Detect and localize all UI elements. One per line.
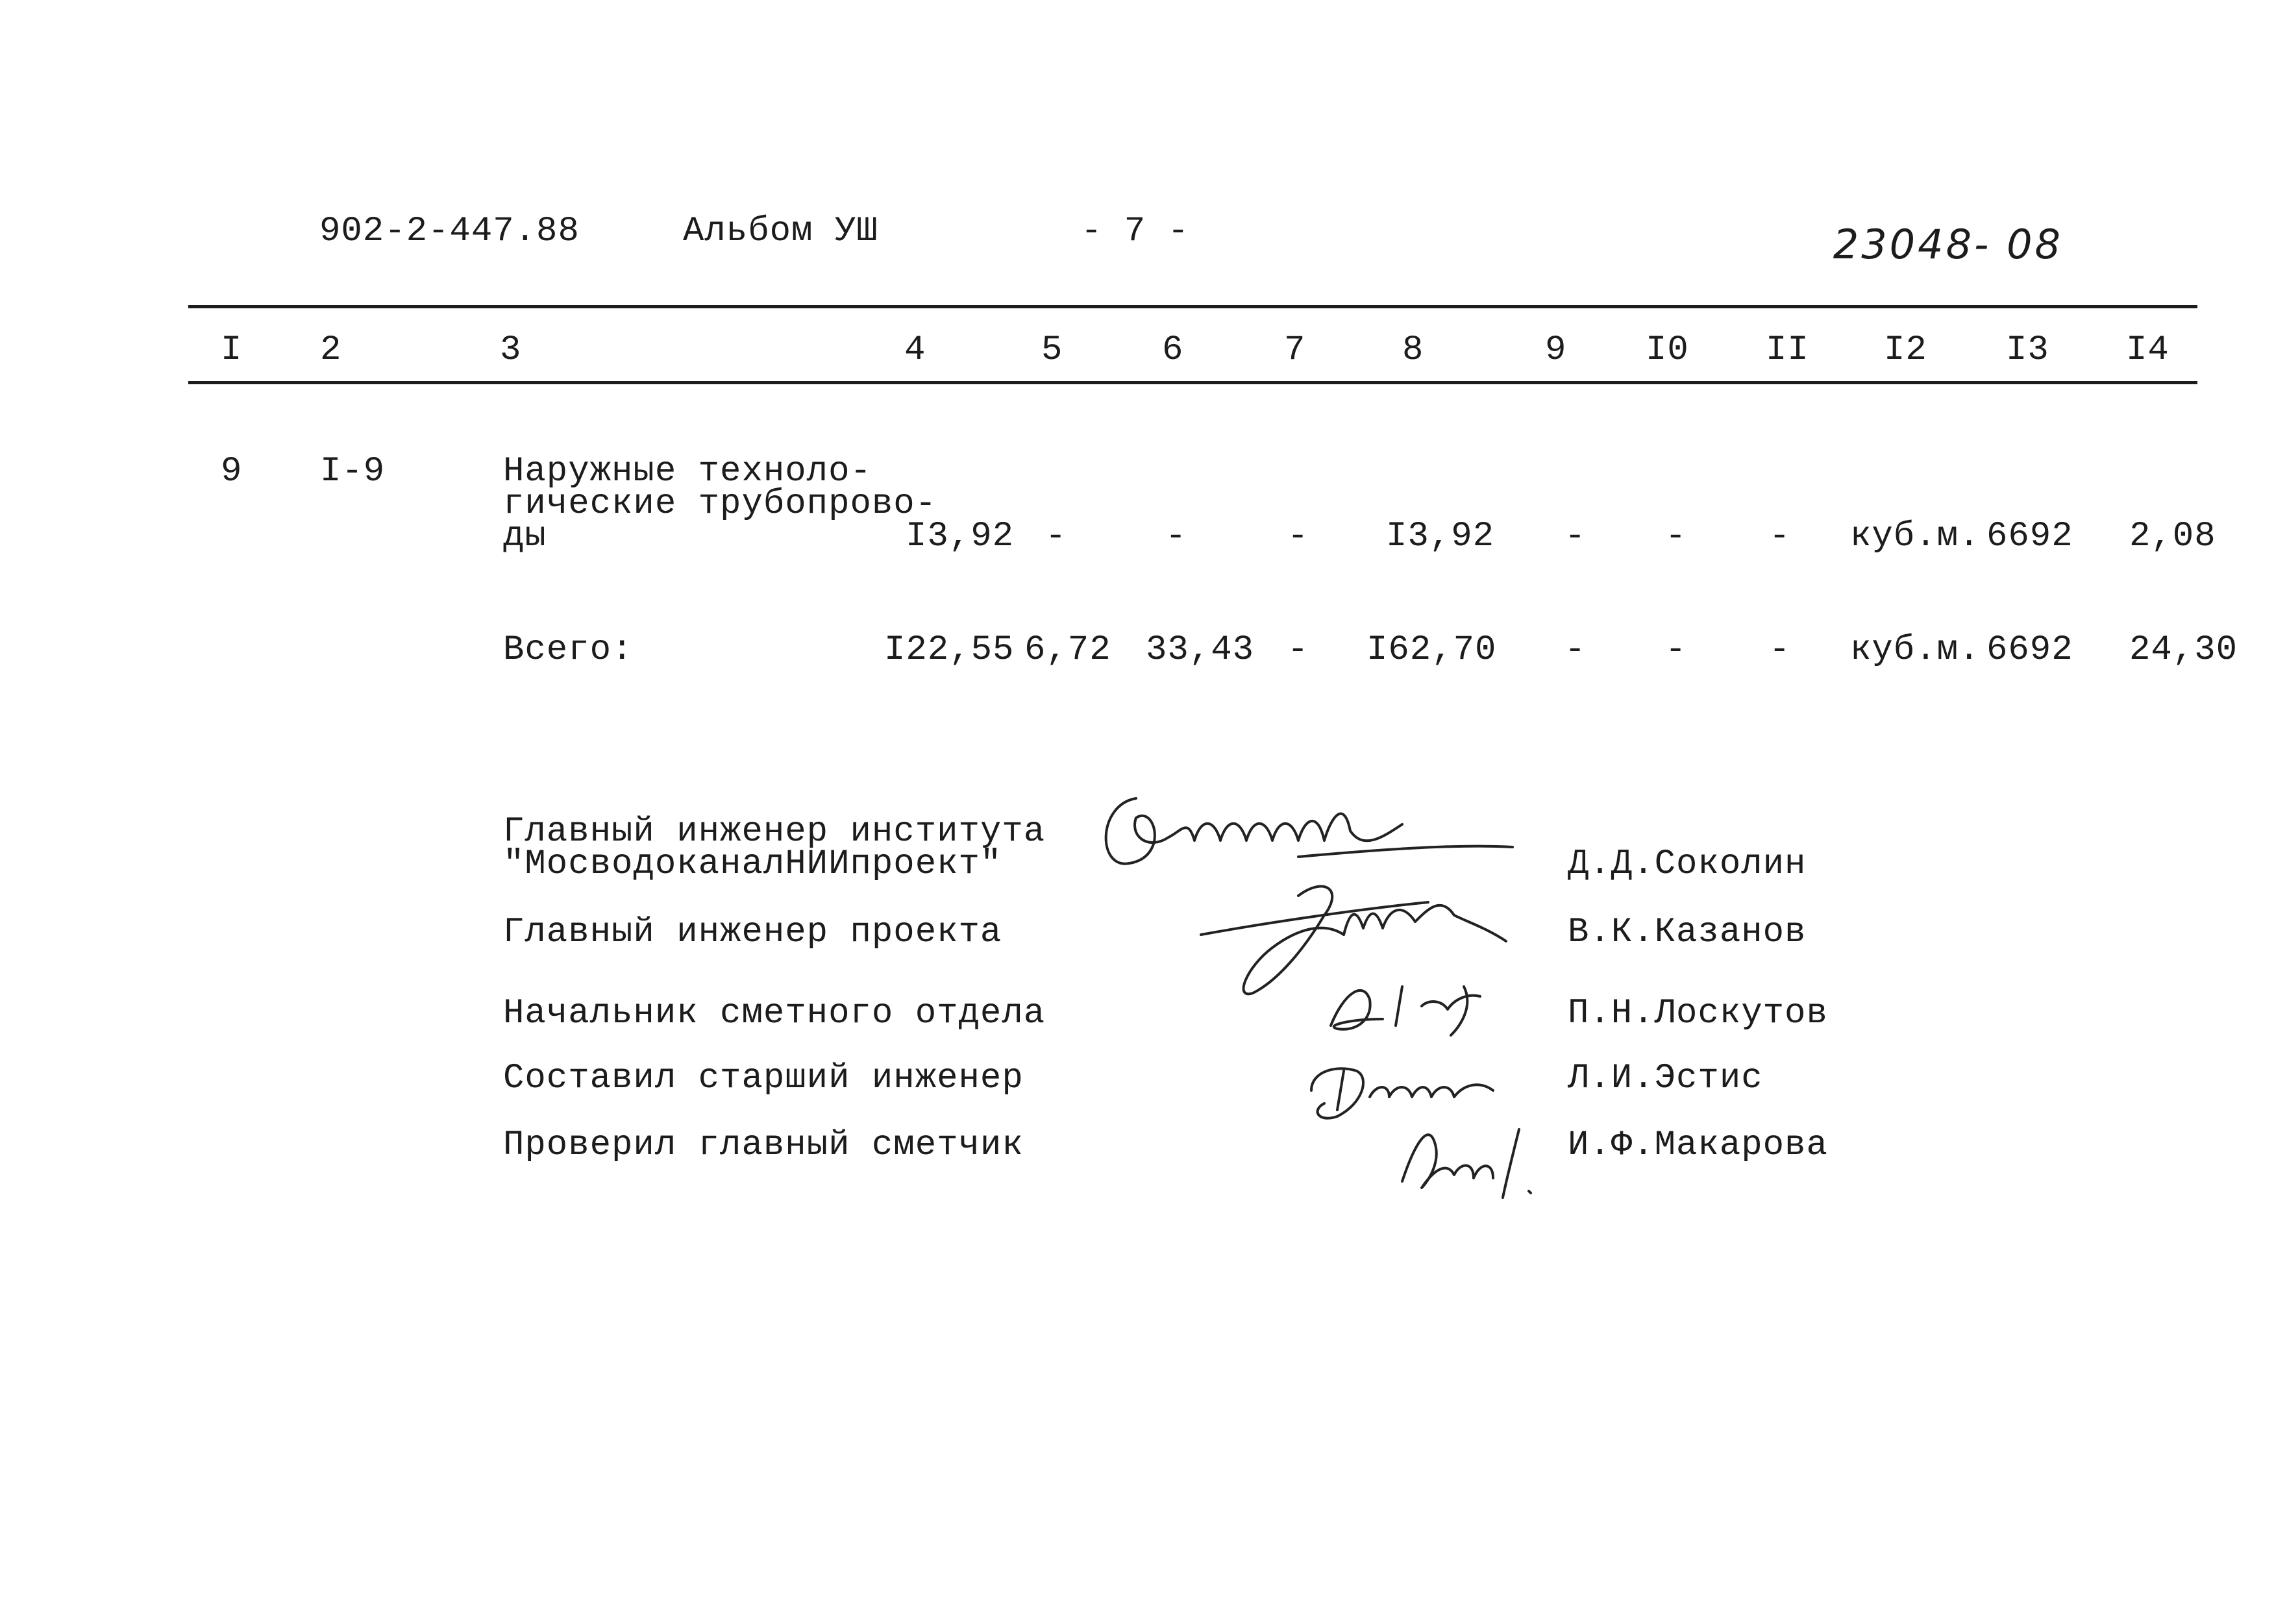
total-col12: куб.м.: [1850, 630, 1981, 670]
cell-col7: -: [1287, 517, 1309, 556]
signatory-name: В.К.Казанов: [1568, 913, 1807, 952]
signatory-title: Проверил главный сметчик: [503, 1126, 1024, 1165]
document-code: 902-2-447.88: [319, 212, 580, 251]
handwritten-inventory-number: 23048- 08: [1833, 221, 2063, 268]
album-label: Альбом УШ: [683, 212, 878, 251]
column-number: 9: [1545, 330, 1567, 370]
signatory-name: Л.И.Эстис: [1568, 1059, 1763, 1098]
signatory-name: Д.Д.Соколин: [1568, 844, 1807, 884]
row-code: I-9: [320, 452, 386, 491]
cell-col11: -: [1769, 517, 1791, 556]
total-col9: -: [1564, 630, 1587, 670]
table-header-rule: [188, 381, 2197, 384]
column-number: 8: [1402, 330, 1424, 370]
signatory-title: Составил старший инженер: [503, 1059, 1024, 1098]
column-number: I2: [1884, 330, 1927, 370]
cell-col13: 6692: [1986, 517, 2073, 556]
column-number: 2: [320, 330, 342, 370]
cell-col6: -: [1165, 517, 1187, 556]
total-col8: I62,70: [1366, 630, 1497, 670]
column-number: 7: [1284, 330, 1306, 370]
total-col13: 6692: [1986, 630, 2073, 670]
row-name-line: гические трубопрово-: [503, 484, 937, 524]
column-number: I: [221, 330, 243, 370]
signatory-title: Главный инженер института: [503, 812, 1046, 852]
cell-col9: -: [1564, 517, 1587, 556]
page-number: - 7 -: [1081, 212, 1190, 251]
cell-col14: 2,08: [2129, 517, 2216, 556]
column-number: I4: [2126, 330, 2170, 370]
row-number: 9: [221, 452, 243, 491]
column-number: 5: [1041, 330, 1063, 370]
cell-col12: куб.м.: [1850, 517, 1981, 556]
total-col10: -: [1665, 630, 1687, 670]
signatory-title: Главный инженер проекта: [503, 913, 1002, 952]
total-label: Всего:: [503, 630, 634, 670]
total-col11: -: [1769, 630, 1791, 670]
cell-col8: I3,92: [1386, 517, 1495, 556]
total-col5: 6,72: [1024, 630, 1111, 670]
column-number: I0: [1646, 330, 1689, 370]
cell-col10: -: [1665, 517, 1687, 556]
row-name-line: Наружные техноло-: [503, 452, 872, 491]
table-top-rule: [188, 305, 2197, 308]
column-number: 4: [904, 330, 926, 370]
column-number: II: [1766, 330, 1809, 370]
signatory-name: И.Ф.Макарова: [1568, 1126, 1828, 1165]
cell-col5: -: [1045, 517, 1067, 556]
total-col6: 33,43: [1146, 630, 1255, 670]
row-name-line: ды: [503, 517, 547, 556]
column-number: 3: [500, 330, 522, 370]
total-col4: I22,55: [884, 630, 1015, 670]
signature-loskutov: [1311, 974, 1532, 1039]
signatory-title: "МосводоканалНИИпроект": [503, 844, 1002, 884]
total-col7: -: [1287, 630, 1309, 670]
signature-makarova: [1389, 1116, 1558, 1201]
signatory-title: Начальник сметного отдела: [503, 994, 1046, 1033]
total-col14: 24,30: [2129, 630, 2238, 670]
column-number: I3: [2006, 330, 2049, 370]
signatory-name: П.Н.Лоскутов: [1568, 994, 1828, 1033]
cell-col4: I3,92: [906, 517, 1015, 556]
column-number: 6: [1162, 330, 1184, 370]
